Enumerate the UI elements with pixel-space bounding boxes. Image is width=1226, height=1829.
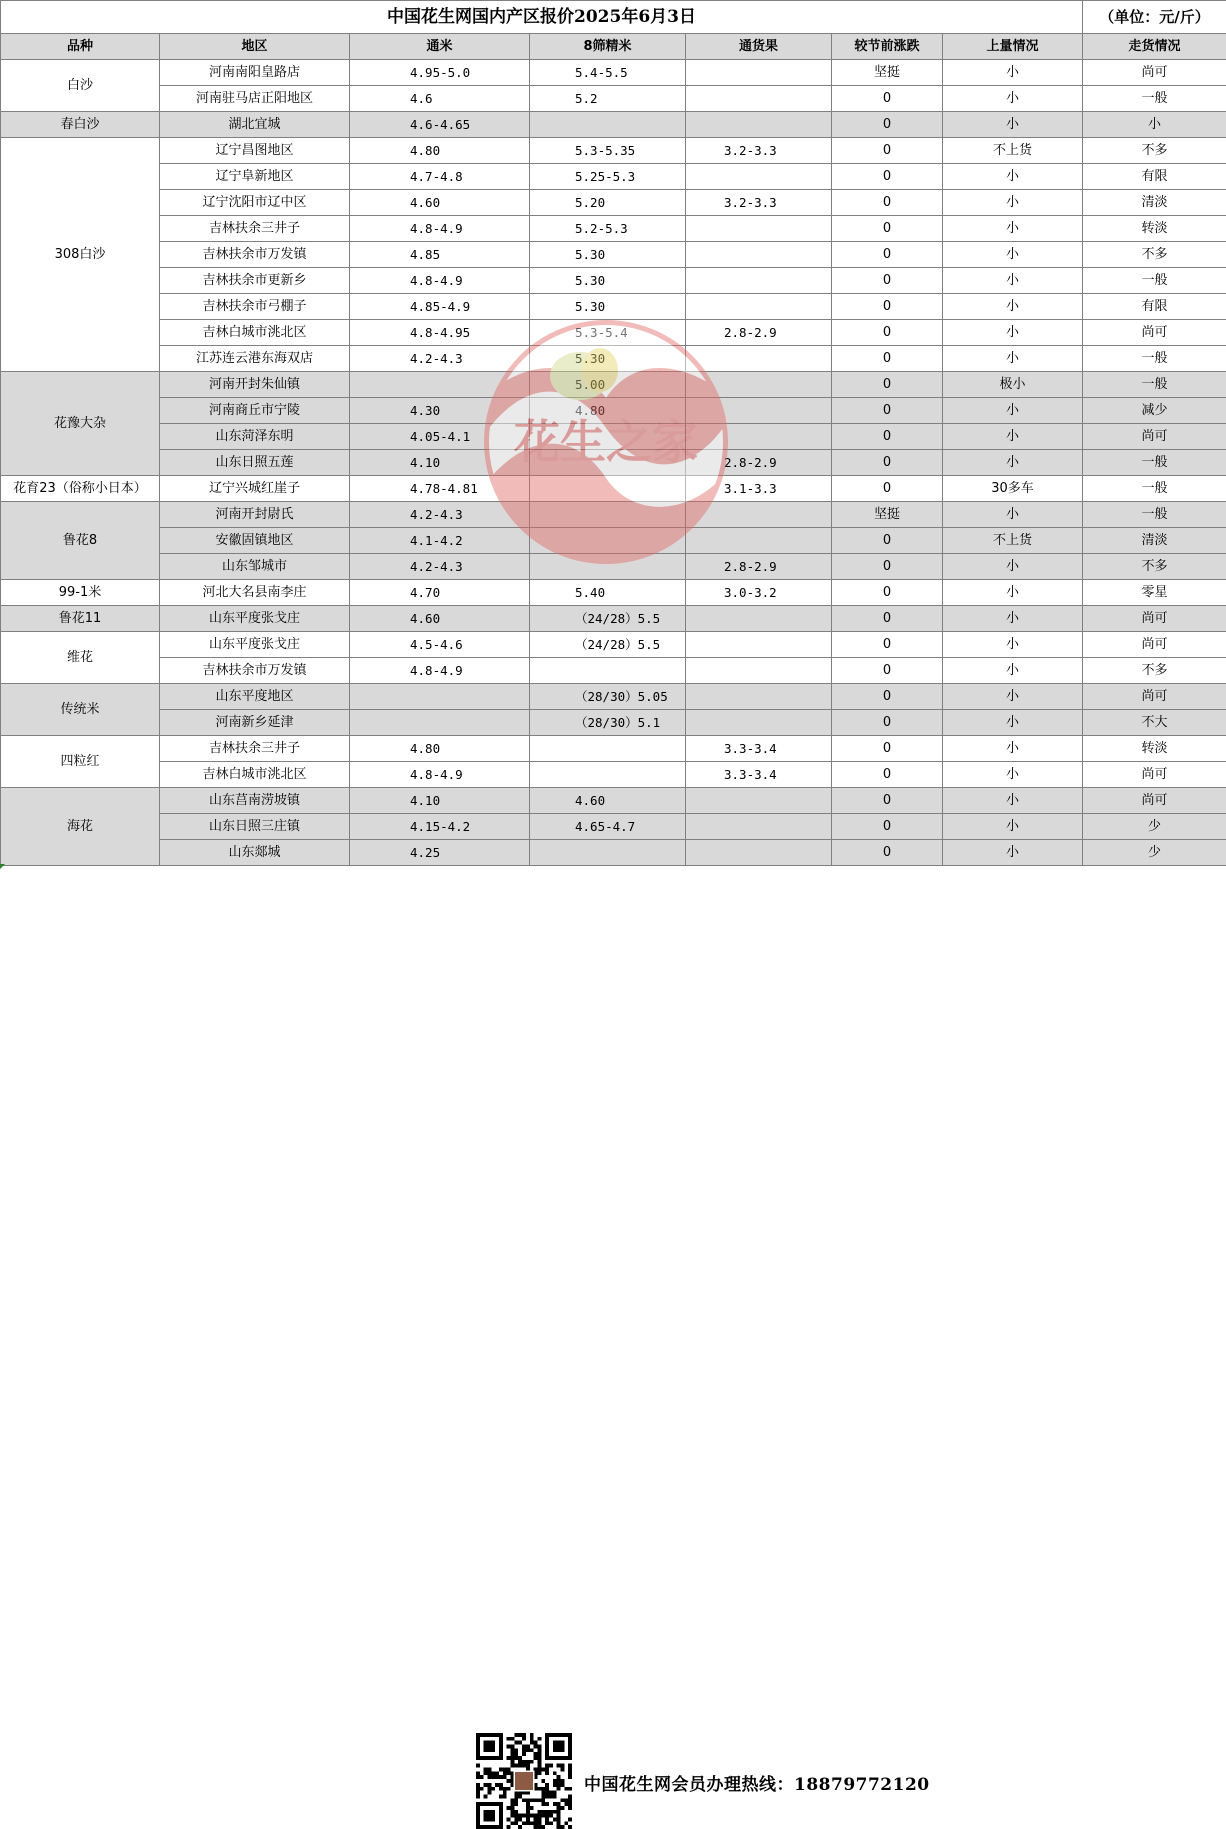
tongmi-cell: 4.2-4.3 — [350, 554, 530, 580]
jingmi-cell: （24/28）5.5 — [530, 606, 686, 632]
jingmi-cell: 5.30 — [530, 294, 686, 320]
region-cell: 辽宁昌图地区 — [160, 138, 350, 164]
tongguo-cell — [686, 346, 832, 372]
change-cell: 0 — [832, 138, 943, 164]
tongmi-cell: 4.80 — [350, 736, 530, 762]
change-cell: 0 — [832, 632, 943, 658]
jingmi-cell — [530, 554, 686, 580]
table-row — [1, 658, 1226, 684]
change-cell: 0 — [832, 736, 943, 762]
jingmi-cell: （28/30）5.05 — [530, 684, 686, 710]
tongguo-cell: 2.8-2.9 — [686, 450, 832, 476]
sales-cell: 一般 — [1083, 86, 1226, 112]
jingmi-cell — [530, 450, 686, 476]
supply-cell: 小 — [943, 450, 1083, 476]
unit-label: （单位：元/斤） — [1083, 1, 1226, 34]
supply-cell: 小 — [943, 398, 1083, 424]
region-cell: 山东邹城市 — [160, 554, 350, 580]
tongguo-cell — [686, 840, 832, 866]
tongmi-cell: 4.1-4.2 — [350, 528, 530, 554]
sales-cell: 转淡 — [1083, 216, 1226, 242]
table-row — [1, 294, 1226, 320]
supply-cell: 小 — [943, 268, 1083, 294]
variety-cell: 海花 — [1, 788, 160, 866]
tongmi-cell: 4.2-4.3 — [350, 346, 530, 372]
tongmi-cell — [350, 372, 530, 398]
variety-cell: 308白沙 — [1, 138, 160, 372]
tongguo-cell — [686, 658, 832, 684]
table-row — [1, 606, 1226, 632]
jingmi-cell — [530, 762, 686, 788]
supply-cell: 小 — [943, 606, 1083, 632]
sales-cell: 少 — [1083, 814, 1226, 840]
table-row — [1, 840, 1226, 866]
region-cell: 山东平度张戈庄 — [160, 632, 350, 658]
change-cell: 0 — [832, 814, 943, 840]
change-cell: 0 — [832, 788, 943, 814]
tongguo-cell — [686, 684, 832, 710]
region-cell: 吉林白城市洮北区 — [160, 320, 350, 346]
table-row — [1, 268, 1226, 294]
change-cell: 0 — [832, 372, 943, 398]
sales-cell: 一般 — [1083, 502, 1226, 528]
tongmi-cell: 4.7-4.8 — [350, 164, 530, 190]
supply-cell: 30多车 — [943, 476, 1083, 502]
table-row — [1, 762, 1226, 788]
region-cell: 山东郯城 — [160, 840, 350, 866]
region-cell: 河南驻马店正阳地区 — [160, 86, 350, 112]
title-row — [1, 1, 1226, 34]
change-cell: 0 — [832, 320, 943, 346]
sales-cell: 不多 — [1083, 242, 1226, 268]
tongguo-cell — [686, 164, 832, 190]
sales-cell: 尚可 — [1083, 606, 1226, 632]
tongguo-cell — [686, 60, 832, 86]
tongmi-cell: 4.95-5.0 — [350, 60, 530, 86]
sales-cell: 尚可 — [1083, 60, 1226, 86]
change-cell: 0 — [832, 190, 943, 216]
region-cell: 吉林白城市洮北区 — [160, 762, 350, 788]
watermark-text: 花生之家 — [514, 415, 698, 469]
supply-cell: 小 — [943, 580, 1083, 606]
supply-cell: 小 — [943, 658, 1083, 684]
supply-cell: 小 — [943, 684, 1083, 710]
table-row — [1, 86, 1226, 112]
supply-cell: 小 — [943, 164, 1083, 190]
tongguo-cell: 3.0-3.2 — [686, 580, 832, 606]
tongmi-cell: 4.15-4.2 — [350, 814, 530, 840]
region-cell: 山东日照三庄镇 — [160, 814, 350, 840]
sales-cell: 尚可 — [1083, 684, 1226, 710]
tongmi-cell: 4.8-4.9 — [350, 216, 530, 242]
jingmi-cell: （24/28）5.5 — [530, 632, 686, 658]
tongmi-cell: 4.10 — [350, 788, 530, 814]
table-row — [1, 216, 1226, 242]
variety-cell: 白沙 — [1, 60, 160, 112]
sales-cell: 不大 — [1083, 710, 1226, 736]
supply-cell: 小 — [943, 554, 1083, 580]
region-cell: 吉林扶余市更新乡 — [160, 268, 350, 294]
sales-cell: 不多 — [1083, 138, 1226, 164]
sales-cell: 不多 — [1083, 658, 1226, 684]
sales-cell: 一般 — [1083, 346, 1226, 372]
variety-cell: 花豫大杂 — [1, 372, 160, 476]
tongguo-cell: 2.8-2.9 — [686, 554, 832, 580]
supply-cell: 小 — [943, 788, 1083, 814]
supply-cell: 小 — [943, 814, 1083, 840]
table-row — [1, 736, 1226, 762]
region-cell: 湖北宜城 — [160, 112, 350, 138]
change-cell: 坚挺 — [832, 502, 943, 528]
tongguo-cell — [686, 242, 832, 268]
tongguo-cell — [686, 216, 832, 242]
tongmi-cell: 4.70 — [350, 580, 530, 606]
jingmi-cell: 5.3-5.35 — [530, 138, 686, 164]
sales-cell: 一般 — [1083, 372, 1226, 398]
tongguo-cell: 3.2-3.3 — [686, 138, 832, 164]
region-cell: 吉林扶余市万发镇 — [160, 658, 350, 684]
region-cell: 河南商丘市宁陵 — [160, 398, 350, 424]
region-cell: 河南开封尉氏 — [160, 502, 350, 528]
region-cell: 河南南阳皇路店 — [160, 60, 350, 86]
tongmi-cell: 4.8-4.95 — [350, 320, 530, 346]
tongguo-cell — [686, 86, 832, 112]
tongguo-cell — [686, 424, 832, 450]
jingmi-cell: 4.60 — [530, 788, 686, 814]
sales-cell: 少 — [1083, 840, 1226, 866]
supply-cell: 小 — [943, 242, 1083, 268]
supply-cell: 不上货 — [943, 528, 1083, 554]
sales-cell: 尚可 — [1083, 320, 1226, 346]
jingmi-cell: 5.40 — [530, 580, 686, 606]
change-cell: 0 — [832, 346, 943, 372]
tongguo-cell — [686, 632, 832, 658]
tongmi-cell: 4.25 — [350, 840, 530, 866]
header-variety: 品种 — [1, 34, 160, 60]
jingmi-cell — [530, 840, 686, 866]
change-cell: 0 — [832, 86, 943, 112]
sales-cell: 小 — [1083, 112, 1226, 138]
region-cell: 山东平度地区 — [160, 684, 350, 710]
supply-cell: 小 — [943, 346, 1083, 372]
jingmi-cell: 5.2 — [530, 86, 686, 112]
tongmi-cell: 4.80 — [350, 138, 530, 164]
region-cell: 辽宁阜新地区 — [160, 164, 350, 190]
tongmi-cell: 4.5-4.6 — [350, 632, 530, 658]
change-cell: 0 — [832, 424, 943, 450]
variety-cell: 传统米 — [1, 684, 160, 736]
tongmi-cell: 4.10 — [350, 450, 530, 476]
header-jingmi: 8筛精米 — [530, 34, 686, 60]
jingmi-cell — [530, 528, 686, 554]
corner-marker — [0, 864, 5, 869]
change-cell: 0 — [832, 450, 943, 476]
tongguo-cell: 3.2-3.3 — [686, 190, 832, 216]
table-row — [1, 528, 1226, 554]
region-cell: 吉林扶余三井子 — [160, 736, 350, 762]
change-cell: 0 — [832, 528, 943, 554]
tongmi-cell: 4.05-4.1 — [350, 424, 530, 450]
jingmi-cell: 4.80 — [530, 398, 686, 424]
sales-cell: 零星 — [1083, 580, 1226, 606]
variety-cell: 鲁花8 — [1, 502, 160, 580]
table-row — [1, 60, 1226, 86]
header-change: 较节前涨跌 — [832, 34, 943, 60]
supply-cell: 极小 — [943, 372, 1083, 398]
tongmi-cell: 4.78-4.81 — [350, 476, 530, 502]
sales-cell: 尚可 — [1083, 424, 1226, 450]
sales-cell: 有限 — [1083, 164, 1226, 190]
region-cell: 山东菏泽东明 — [160, 424, 350, 450]
tongguo-cell: 3.1-3.3 — [686, 476, 832, 502]
change-cell: 0 — [832, 554, 943, 580]
tongmi-cell: 4.60 — [350, 606, 530, 632]
table-row — [1, 112, 1226, 138]
tongguo-cell — [686, 788, 832, 814]
table-row — [1, 346, 1226, 372]
table-row — [1, 814, 1226, 840]
jingmi-cell — [530, 658, 686, 684]
header-tongguo: 通货果 — [686, 34, 832, 60]
sales-cell: 尚可 — [1083, 788, 1226, 814]
region-cell: 江苏连云港东海双店 — [160, 346, 350, 372]
jingmi-cell: 5.2-5.3 — [530, 216, 686, 242]
tongguo-cell: 2.8-2.9 — [686, 320, 832, 346]
table-row — [1, 372, 1226, 398]
supply-cell: 小 — [943, 632, 1083, 658]
variety-cell: 春白沙 — [1, 112, 160, 138]
tongguo-cell — [686, 502, 832, 528]
tongguo-cell — [686, 294, 832, 320]
sales-cell: 转淡 — [1083, 736, 1226, 762]
table-row — [1, 684, 1226, 710]
sheet-title: 中国花生网国内产区报价2025年6月3日 — [1, 1, 1083, 34]
sales-cell: 清淡 — [1083, 190, 1226, 216]
footer — [0, 866, 1226, 965]
variety-cell: 99-1米 — [1, 580, 160, 606]
table-row — [1, 424, 1226, 450]
table-row — [1, 788, 1226, 814]
jingmi-cell: （28/30）5.1 — [530, 710, 686, 736]
region-cell: 河北大名县南李庄 — [160, 580, 350, 606]
tongmi-cell: 4.85 — [350, 242, 530, 268]
region-cell: 山东日照五莲 — [160, 450, 350, 476]
change-cell: 0 — [832, 684, 943, 710]
change-cell: 0 — [832, 398, 943, 424]
change-cell: 0 — [832, 606, 943, 632]
jingmi-cell — [530, 476, 686, 502]
sales-cell: 一般 — [1083, 268, 1226, 294]
supply-cell: 小 — [943, 190, 1083, 216]
header-region: 地区 — [160, 34, 350, 60]
supply-cell: 小 — [943, 502, 1083, 528]
variety-cell: 鲁花11 — [1, 606, 160, 632]
header-supply: 上量情况 — [943, 34, 1083, 60]
tongguo-cell — [686, 528, 832, 554]
tongmi-cell — [350, 710, 530, 736]
jingmi-cell: 5.4-5.5 — [530, 60, 686, 86]
supply-cell: 小 — [943, 424, 1083, 450]
sales-cell: 减少 — [1083, 398, 1226, 424]
change-cell: 0 — [832, 164, 943, 190]
tongmi-cell: 4.8-4.9 — [350, 762, 530, 788]
region-cell: 安徽固镇地区 — [160, 528, 350, 554]
table-row — [1, 580, 1226, 606]
jingmi-cell — [530, 112, 686, 138]
table-row — [1, 320, 1226, 346]
change-cell: 坚挺 — [832, 60, 943, 86]
change-cell: 0 — [832, 216, 943, 242]
table-row — [1, 554, 1226, 580]
header-row — [1, 34, 1226, 60]
tongguo-cell — [686, 112, 832, 138]
tongmi-cell: 4.8-4.9 — [350, 658, 530, 684]
tongmi-cell: 4.6 — [350, 86, 530, 112]
tongguo-cell: 3.3-3.4 — [686, 762, 832, 788]
variety-cell: 花育23（俗称小日本） — [1, 476, 160, 502]
sales-cell: 清淡 — [1083, 528, 1226, 554]
table-row — [1, 398, 1226, 424]
change-cell: 0 — [832, 242, 943, 268]
sales-cell: 一般 — [1083, 476, 1226, 502]
jingmi-cell: 5.20 — [530, 190, 686, 216]
region-cell: 山东平度张戈庄 — [160, 606, 350, 632]
jingmi-cell: 5.30 — [530, 268, 686, 294]
sales-cell: 有限 — [1083, 294, 1226, 320]
table-row — [1, 476, 1226, 502]
tongguo-cell — [686, 372, 832, 398]
tongmi-cell: 4.85-4.9 — [350, 294, 530, 320]
change-cell: 0 — [832, 762, 943, 788]
sales-cell: 尚可 — [1083, 632, 1226, 658]
price-table — [0, 0, 1226, 866]
jingmi-cell: 5.30 — [530, 242, 686, 268]
variety-cell: 维花 — [1, 632, 160, 684]
table-row — [1, 450, 1226, 476]
change-cell: 0 — [832, 580, 943, 606]
supply-cell: 小 — [943, 86, 1083, 112]
supply-cell: 小 — [943, 840, 1083, 866]
change-cell: 0 — [832, 710, 943, 736]
tongmi-cell: 4.2-4.3 — [350, 502, 530, 528]
jingmi-cell: 5.30 — [530, 346, 686, 372]
supply-cell: 不上货 — [943, 138, 1083, 164]
region-cell: 山东莒南涝坡镇 — [160, 788, 350, 814]
change-cell: 0 — [832, 268, 943, 294]
supply-cell: 小 — [943, 320, 1083, 346]
supply-cell: 小 — [943, 762, 1083, 788]
tongmi-cell: 4.8-4.9 — [350, 268, 530, 294]
table-row — [1, 502, 1226, 528]
jingmi-cell — [530, 736, 686, 762]
table-row — [1, 242, 1226, 268]
region-cell: 辽宁沈阳市辽中区 — [160, 190, 350, 216]
jingmi-cell — [530, 502, 686, 528]
change-cell: 0 — [832, 840, 943, 866]
tongmi-cell — [350, 684, 530, 710]
region-cell: 吉林扶余三井子 — [160, 216, 350, 242]
table-row — [1, 632, 1226, 658]
table-row — [1, 710, 1226, 736]
table-row — [1, 190, 1226, 216]
supply-cell: 小 — [943, 112, 1083, 138]
sales-cell: 尚可 — [1083, 762, 1226, 788]
sales-cell: 不多 — [1083, 554, 1226, 580]
jingmi-cell: 5.25-5.3 — [530, 164, 686, 190]
tongmi-cell: 4.60 — [350, 190, 530, 216]
member-hotline: 中国花生网会员办理热线：18879772120 — [584, 1770, 930, 1795]
region-cell: 河南开封朱仙镇 — [160, 372, 350, 398]
jingmi-cell: 5.00 — [530, 372, 686, 398]
jingmi-cell — [530, 424, 686, 450]
supply-cell: 小 — [943, 60, 1083, 86]
variety-cell: 四粒红 — [1, 736, 160, 788]
header-sales: 走货情况 — [1083, 34, 1226, 60]
jingmi-cell: 5.3-5.4 — [530, 320, 686, 346]
tongguo-cell — [686, 814, 832, 840]
table-row — [1, 164, 1226, 190]
region-cell: 吉林扶余市万发镇 — [160, 242, 350, 268]
supply-cell: 小 — [943, 736, 1083, 762]
supply-cell: 小 — [943, 710, 1083, 736]
change-cell: 0 — [832, 294, 943, 320]
tongguo-cell — [686, 268, 832, 294]
jingmi-cell: 4.65-4.7 — [530, 814, 686, 840]
tongmi-cell: 4.6-4.65 — [350, 112, 530, 138]
supply-cell: 小 — [943, 216, 1083, 242]
tongguo-cell — [686, 398, 832, 424]
sales-cell: 一般 — [1083, 450, 1226, 476]
tongguo-cell — [686, 710, 832, 736]
change-cell: 0 — [832, 476, 943, 502]
tongguo-cell — [686, 606, 832, 632]
tongguo-cell: 3.3-3.4 — [686, 736, 832, 762]
qr-code-icon[interactable] — [474, 1733, 574, 1829]
table-row — [1, 138, 1226, 164]
change-cell: 0 — [832, 658, 943, 684]
change-cell: 0 — [832, 112, 943, 138]
supply-cell: 小 — [943, 294, 1083, 320]
region-cell: 辽宁兴城红崖子 — [160, 476, 350, 502]
region-cell: 吉林扶余市弓棚子 — [160, 294, 350, 320]
tongmi-cell: 4.30 — [350, 398, 530, 424]
header-tongmi: 通米 — [350, 34, 530, 60]
region-cell: 河南新乡延津 — [160, 710, 350, 736]
